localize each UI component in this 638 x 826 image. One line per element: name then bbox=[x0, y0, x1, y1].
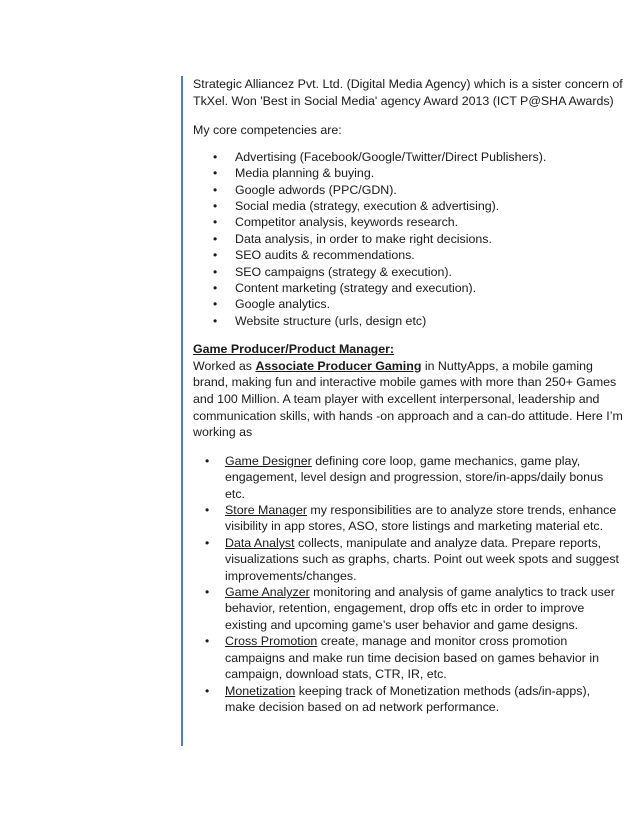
role-description: collects, manipulate and analyze data. Prepare reports, visualizations such as graphs, charts. Point out week spots and suggest improvements/changes. bbox=[225, 535, 619, 583]
role-name: Monetization bbox=[225, 683, 296, 698]
body-prefix: Worked as bbox=[193, 358, 256, 373]
section-title: Game Producer/Product Manager: bbox=[193, 342, 395, 357]
list-item: • Content marketing (strategy and execution). bbox=[193, 280, 623, 296]
role-name: Data Analyst bbox=[225, 535, 295, 550]
role-description: defining core loop, game mechanics, game play, engagement, level design and progression, store/in-apps/daily bonus etc. bbox=[225, 453, 604, 501]
list-item bbox=[193, 584, 623, 633]
body-suffix: in NuttyApps, a mobile gaming brand, making fun and interactive mobile games with more than 250+ Games and 100 Million. A team player with excellent interpersonal, leadership and communication skills, with hands -on approach and a can-do attitude. Here I’m working as bbox=[193, 358, 623, 440]
resume-page-content bbox=[193, 76, 623, 715]
list-item bbox=[193, 633, 623, 682]
role-description: create, manage and monitor cross promotion campaigns and make run time decision based on games behavior in campaign, download stats, CTR, IR, etc. bbox=[225, 634, 599, 682]
role-title: Associate Producer Gaming bbox=[255, 358, 422, 373]
competencies-heading: My core competencies are: bbox=[193, 123, 342, 138]
list-item: • Media planning & buying. bbox=[193, 165, 623, 181]
section-body bbox=[193, 358, 623, 441]
role-name: Game Designer bbox=[225, 453, 312, 468]
list-item: • Data analysis, in order to make right decisions. bbox=[193, 231, 623, 247]
role-name: Cross Promotion bbox=[225, 634, 318, 649]
list-item: • Website structure (urls, design etc) bbox=[193, 313, 623, 329]
list-item: • SEO audits & recommendations. bbox=[193, 247, 623, 263]
left-margin-rule bbox=[181, 76, 183, 746]
role-description: keeping track of Monetization methods (ads/in-apps), make decision based on ad network performance. bbox=[225, 683, 591, 714]
role-name: Store Manager bbox=[225, 503, 307, 518]
list-item bbox=[193, 535, 623, 584]
list-item bbox=[193, 453, 623, 502]
list-item: • SEO campaigns (strategy & execution). bbox=[193, 264, 623, 280]
role-name: Game Analyzer bbox=[225, 585, 310, 600]
roles-list bbox=[193, 453, 623, 716]
list-item bbox=[193, 502, 623, 535]
intro-paragraph: Strategic Alliancez Pvt. Ltd. (Digital Media Agency) which is a sister concern of TkXel. Won 'Best in Social Media' agency Award 2013 (ICT P@SHA Awards) bbox=[193, 77, 623, 108]
role-description: my responsibilities are to analyze store trends, enhance visibility in app stores, ASO, store listings and marketing material etc. bbox=[225, 503, 617, 534]
role-description: monitoring and analysis of game analytics to track user behavior, retention, engagement, drop offs etc in order to improve existing and upcoming game’s user behavior and game designs. bbox=[225, 585, 615, 632]
list-item bbox=[193, 683, 623, 716]
list-item: • Competitor analysis, keywords research. bbox=[193, 214, 623, 230]
list-item: • Advertising (Facebook/Google/Twitter/Direct Publishers). bbox=[193, 149, 623, 165]
list-item: • Social media (strategy, execution & advertising). bbox=[193, 198, 623, 214]
list-item: • Google adwords (PPC/GDN). bbox=[193, 182, 623, 198]
list-item: • Google analytics. bbox=[193, 296, 623, 312]
competencies-list bbox=[193, 149, 623, 329]
